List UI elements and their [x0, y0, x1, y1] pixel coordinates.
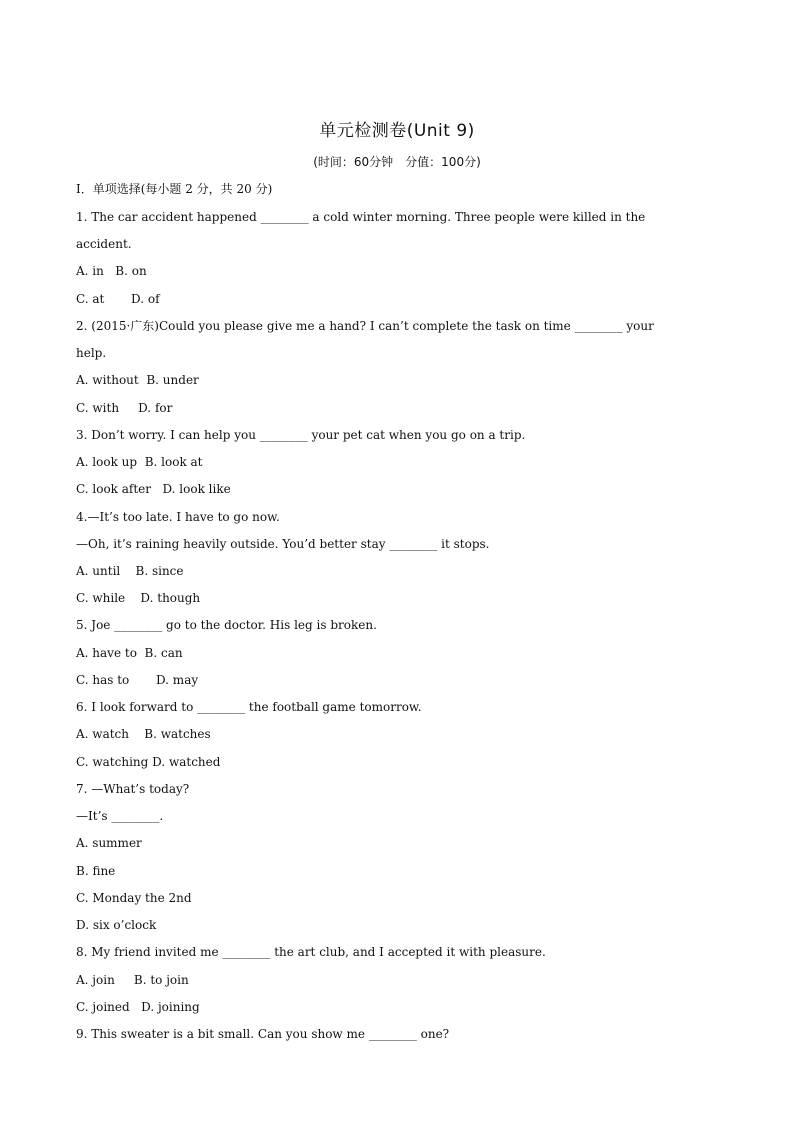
question-8-options-ab: A. join B. to join	[76, 973, 189, 987]
question-7-option-a: A. summer	[76, 836, 142, 850]
question-3-options-cd: C. look after D. look like	[76, 482, 231, 496]
question-9-text: 9. This sweater is a bit small. Can you show me ________ one?	[76, 1027, 450, 1041]
question-8-text: 8. My friend invited me ________ the art club, and I accepted it with pleasure.	[76, 945, 546, 959]
question-4-text: 4.—It’s too late. I have to go now.	[76, 510, 280, 524]
question-4-options-cd: C. while D. though	[76, 591, 201, 605]
question-2-options-ab: A. without B. under	[76, 373, 199, 387]
question-4-options-ab: A. until B. since	[76, 564, 184, 578]
question-6-options-ab: A. watch B. watches	[76, 727, 211, 741]
question-5-options-ab: A. have to B. can	[76, 646, 183, 660]
question-7-text-cont: —It’s ________.	[76, 809, 164, 823]
question-5-text: 5. Joe ________ go to the doctor. His leg is broken.	[76, 618, 377, 632]
page-title: 单元检测卷(Unit 9)	[319, 121, 475, 141]
question-1-options-cd: C. at D. of	[76, 292, 160, 306]
question-3-text: 3. Don’t worry. I can help you ________ your pet cat when you go on a trip.	[76, 428, 526, 442]
question-6-options-cd: C. watching D. watched	[76, 755, 221, 769]
question-1-text: 1. The car accident happened ________ a cold winter morning. Three people were killed in the	[76, 210, 646, 224]
question-5-options-cd: C. has to D. may	[76, 673, 199, 687]
question-4-text-cont: —Oh, it’s raining heavily outside. You’d better stay ________ it stops.	[76, 537, 490, 551]
question-1-text-cont: accident.	[76, 237, 132, 251]
question-7-option-c: C. Monday the 2nd	[76, 891, 192, 905]
page-subtitle: (时间：60分钟 分值：100分)	[313, 155, 481, 169]
question-2-options-cd: C. with D. for	[76, 401, 173, 415]
section-heading: Ⅰ．单项选择(每小题 2 分，共 20 分)	[76, 182, 273, 196]
question-2-text-cont: help.	[76, 346, 107, 360]
question-7-text: 7. —What’s today?	[76, 782, 190, 796]
question-7-option-d: D. six o’clock	[76, 918, 157, 932]
question-8-options-cd: C. joined D. joining	[76, 1000, 200, 1014]
question-7-option-b: B. fine	[76, 864, 116, 878]
question-1-options-ab: A. in B. on	[76, 264, 147, 278]
question-3-options-ab: A. look up B. look at	[76, 455, 203, 469]
question-2-text: 2. (2015·广东)Could you please give me a hand? I can’t complete the task on time ________ your	[76, 319, 654, 333]
question-6-text: 6. I look forward to ________ the football game tomorrow.	[76, 700, 422, 714]
